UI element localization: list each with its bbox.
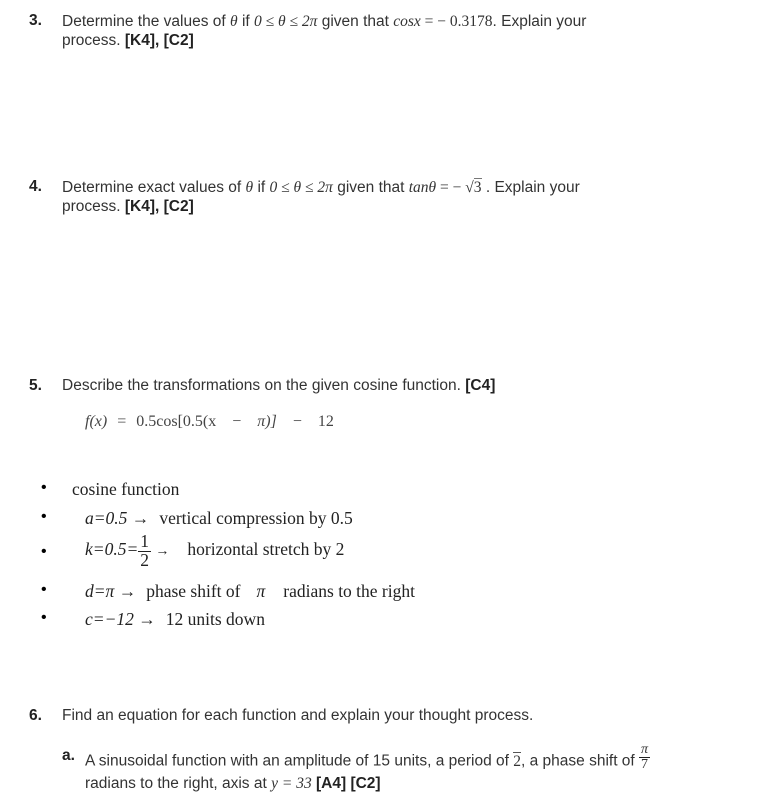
q3-codes: [K4], [C2] [124,32,194,49]
q5-fn-part: − [232,413,242,430]
q3-number: 3. [29,12,42,29]
q3-text-part: . Explain your [492,13,587,30]
q5-bullet-3-math: k=0.5= [85,539,139,560]
q4-text [62,178,752,216]
q5-bullet-2 [85,508,353,529]
q6-text: Find an equation for each function and explain your thought process. [62,707,534,724]
bullet-icon: • [41,543,47,560]
q4-codes: [K4], [C2] [124,198,194,215]
q3-text-part: given that [317,13,394,30]
q5-fn-part: π)] [257,413,277,430]
bullet-icon: • [41,479,47,496]
q4-eq-radicand: 3 [473,179,482,196]
q4-number: 4. [29,178,42,195]
q6a-fraction [639,743,650,772]
q5-bullet-3-arrow: → [155,544,170,560]
q4-text-part: given that [332,179,409,196]
q6a-codes: [A4] [C2] [311,775,381,792]
q5-bullet-4 [85,581,415,602]
q5-text-part: Describe the transformations on the given cosine function. [62,377,466,394]
q6a-text [85,742,765,792]
q5-fn-part: 0.5cos[0.5(x [136,413,217,430]
q5-fn-part: 12 [317,413,334,430]
q5-fn-part: = [117,413,127,430]
fraction-numerator: π [641,742,649,757]
q5-text [62,377,495,395]
q5-bullet-4-math: d=π → [85,581,137,601]
q3-eq-rhs: = − 0.3178 [420,13,493,30]
q4-eq-lhs: tanθ [408,179,437,196]
q3-text-part: if [237,13,255,30]
q3-eq-lhs: cosx [393,13,421,30]
q3-theta: θ [230,13,238,30]
q5-number: 5. [29,377,42,394]
q5-bullet-3-text: horizontal stretch by 2 [187,539,345,560]
fraction-denominator: 7 [641,757,649,772]
q3-line2: process. [62,32,125,49]
bullet-icon: • [41,508,47,525]
q6a-text-part: A sinusoidal function with an amplitude of 15 units, a period of [85,752,514,770]
q5-code: [C4] [465,377,496,394]
q6a-axis: y = 33 [271,775,312,792]
bullet-icon: • [41,581,47,598]
q5-fn-part: − [292,413,302,430]
q5-bullet-4-text: phase shift of [146,581,241,601]
q5-bullet-3-fraction [138,533,151,569]
q6-number: 6. [29,707,42,724]
q4-text-part: Determine exact values of [62,179,246,196]
q5-bullet-3 [85,533,344,569]
q5-fn-part: f(x) [85,413,108,430]
q5-bullet-1: cosine function [72,479,180,499]
q4-range: 0 ≤ θ ≤ 2π [269,179,333,196]
q3-range: 0 ≤ θ ≤ 2π [254,13,318,30]
q5-bullet-2-math: a=0.5 → [85,508,150,528]
fraction-numerator: 1 [140,531,150,551]
q3-text-part: Determine the values of [62,13,231,30]
q5-bullet-4-pi: π [256,581,266,601]
q6a-label: a. [62,747,75,764]
q6a-text-part: , a phase shift of [521,752,640,770]
q5-bullet-2-text: vertical compression by 0.5 [159,508,353,528]
q4-theta: θ [245,179,254,196]
q5-bullet-4-text: radians to the right [283,581,415,601]
bullet-icon: • [41,609,47,626]
q5-function [85,413,334,431]
q6a-line2: radians to the right, axis at [85,775,272,792]
q4-text-part: if [253,179,270,196]
q5-bullet-5 [85,609,265,630]
q6a-period: 2 [513,752,521,770]
q4-line2: process. [62,198,125,215]
q3-text [62,12,752,50]
q4-eq-mid: = − √ [436,179,474,196]
q5-bullet-5-text: 12 units down [165,609,265,629]
q5-bullet-5-math: c=−12 → [85,609,156,629]
q4-text-part: . Explain your [481,179,580,196]
fraction-denominator: 2 [140,549,150,570]
